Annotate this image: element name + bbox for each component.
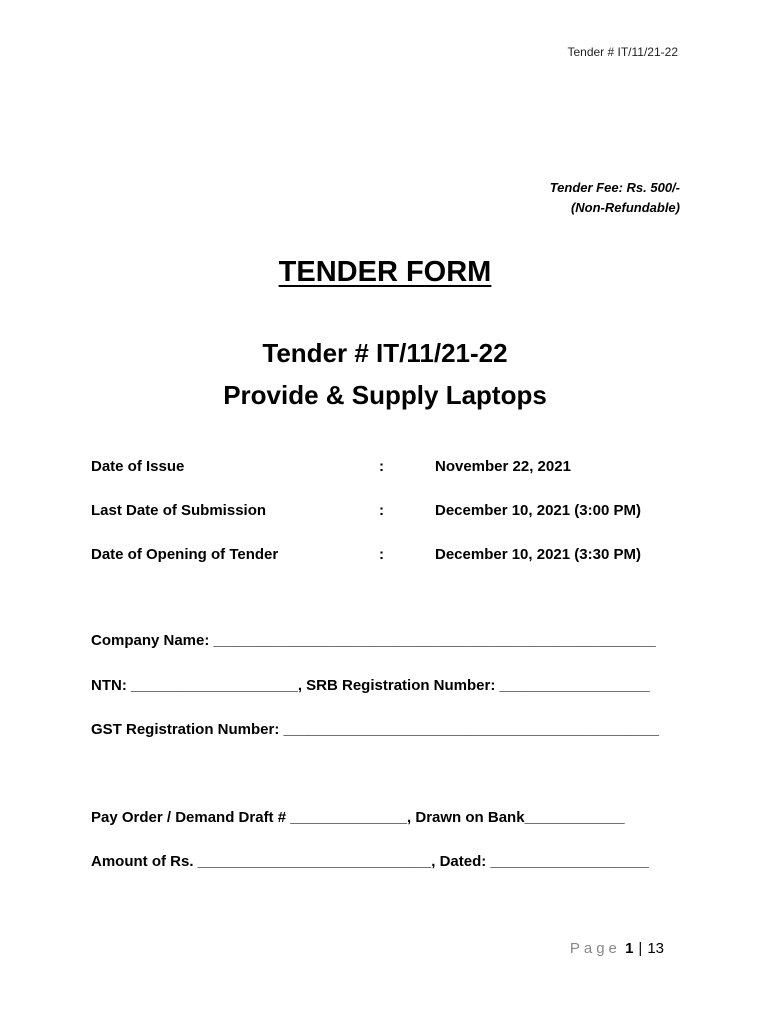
header-tender-ref: Tender # IT/11/21-22 bbox=[567, 45, 678, 59]
date-row-issue bbox=[91, 458, 691, 502]
date-label: Date of Opening of Tender bbox=[91, 546, 279, 563]
company-name-field[interactable]: Company Name: _____________________________________________________ bbox=[91, 632, 656, 649]
date-colon: : bbox=[379, 502, 384, 519]
page-total: 13 bbox=[647, 940, 664, 957]
gst-registration-field[interactable]: GST Registration Number: _____________________________________________ bbox=[91, 721, 659, 738]
date-row-submission bbox=[91, 502, 691, 546]
dates-table bbox=[91, 458, 691, 590]
date-label: Date of Issue bbox=[91, 458, 185, 475]
pay-order-field[interactable]: Pay Order / Demand Draft # ______________, Drawn on Bank____________ bbox=[91, 809, 625, 826]
tender-fee-amount: Tender Fee: Rs. 500/- bbox=[549, 180, 680, 195]
date-value: November 22, 2021 bbox=[435, 458, 571, 475]
page-word: Page bbox=[569, 940, 621, 957]
tender-fee-block bbox=[550, 178, 680, 218]
date-value: December 10, 2021 (3:30 PM) bbox=[435, 546, 641, 563]
date-row-opening bbox=[91, 546, 691, 590]
amount-field[interactable]: Amount of Rs. ____________________________, Dated: ___________________ bbox=[91, 853, 649, 870]
date-label: Last Date of Submission bbox=[91, 502, 267, 519]
page-separator: | bbox=[638, 940, 643, 957]
tender-fee-note: (Non-Refundable) bbox=[570, 200, 680, 215]
page-number: 1 bbox=[625, 940, 634, 957]
page-footer bbox=[570, 940, 664, 957]
date-colon: : bbox=[379, 458, 384, 475]
form-title: TENDER FORM bbox=[278, 256, 492, 288]
tender-subject: Provide & Supply Laptops bbox=[223, 380, 547, 410]
date-colon: : bbox=[379, 546, 384, 563]
ntn-srb-field[interactable]: NTN: ____________________, SRB Registration Number: __________________ bbox=[91, 677, 650, 694]
date-value: December 10, 2021 (3:00 PM) bbox=[435, 502, 641, 519]
tender-number: Tender # IT/11/21-22 bbox=[262, 338, 508, 368]
